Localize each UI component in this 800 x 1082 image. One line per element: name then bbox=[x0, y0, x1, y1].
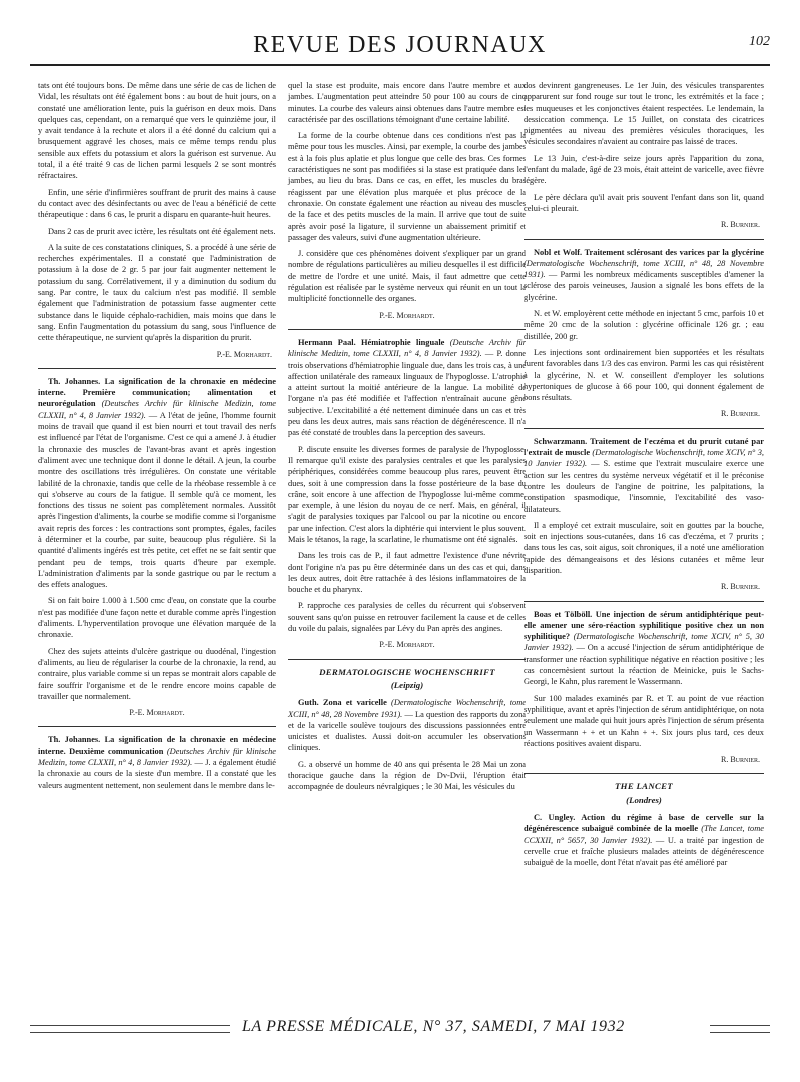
footer-rule-right bbox=[710, 1025, 770, 1033]
paragraph: Il a employé cet extrait musculaire, soit en gouttes par la bouche, soit en injections sous-cutanées, dans 16 cas d'eczéma, et 7 prurits ; dans tous les cas, soit aigus, soit chroniques, il a noté une amélioration rapide des démangeaisons et des lésions cutanées et même leur disparition. bbox=[524, 520, 764, 575]
paragraph: N. et W. employèrent cette méthode en injectant 5 cmc, parfois 10 et même 20 cmc de la solution : glycérine officinale 126 gr. ; eau distillée, 200 gr. bbox=[524, 309, 764, 341]
author-signature: R. Burnier. bbox=[720, 582, 760, 592]
article-intro bbox=[38, 376, 276, 591]
paragraph: Enfin, une série d'infirmières souffrant de prurit des mains à cause du contact avec des désinfectants ou avec de l'eau a bénéficié de cette thérapeutique : dans 6 cas, le prurit a disparu en quarante-huit heures. bbox=[38, 187, 276, 220]
paragraph: P. rapproche ces paralysies de celles du récurrent qui s'observent souvent sans qu'on puisse en retrouver facilement la cause et de celles du voile du palais, signalées par Lévy du Pan après des angines. bbox=[288, 601, 526, 634]
article-title: Guth. Zona et varicelle bbox=[298, 698, 387, 708]
article-reference: (Deutsches Archiv für klinische Medizin, tome CLXXII, n° 4, 8 Janvier 1932). bbox=[38, 746, 276, 768]
article-reference: (Deutsche Archiv für klinische Medizin, tome CLXXII, n° 4, 8 Janvier 1932). bbox=[288, 337, 527, 359]
article-title: Hermann Paal. Hémiatrophie linguale bbox=[298, 337, 445, 347]
article-text: — La question des rapports du zona et de la varicelle soulève toujours des discussions passionnées entre unicistes et dualistes. Aussi doit-on accumuler les observations cliniques. bbox=[288, 709, 526, 753]
footer-publication: LA PRESSE MÉDICALE, N° 37, SAMEDI, 7 MAI 1932 bbox=[242, 1018, 625, 1035]
paragraph: quel la stase est produite, mais encore dans l'autre membre et aux jambes. L'augmentation peut atteindre 50 pour 100 au cours de cinq minutes. La courbe des valeurs ainsi obtenues dans l'autre membre est caractérisée par des oscillations témoignant d'une certaine labilité. bbox=[288, 81, 526, 124]
paragraph: A la suite de ces constatations cliniques, S. a procédé à une série de recherches expérimentales. Il a constaté que l'administration de potassium à la dose de 2 gr. 5 par jour fait augmenter nettement le potassium du sang. Corrélativement, il y a diminution du sodium du sang. Par contre, le taux du calcium n'est pas modifié. Il semble également que l'administration de potassium fasse augmenter cette substance dans le liquide céphalo-rachidien, mais moins que dans le sang. Enfin l'augmentation du potassium du sang, sous l'influence de cette thérapeutique, ne survient qu'après la disparition du prurit. bbox=[38, 242, 276, 343]
article-intro bbox=[524, 247, 764, 303]
article-intro bbox=[38, 734, 276, 790]
article-intro bbox=[524, 812, 764, 868]
paragraph: Dans les trois cas de P., il faut admettre l'existence d'une névrite dont l'origine n'a pas pu être déterminée dans un des cas et qui, dans les deux autres, doit être rattachée à des lésions inflammatoires de la bouche et du pharynx. bbox=[288, 551, 526, 595]
divider bbox=[524, 773, 764, 774]
article-title: Th. Johannes. La signification de la chronaxie en médecine interne. Deuxième communication bbox=[38, 735, 276, 756]
paragraph: Le 13 Juin, c'est-à-dire seize jours après l'apparition du zona, l'enfant du malade, âgé de 23 mois, était atteint de varicelle, avec fièvre légère. bbox=[524, 153, 764, 186]
paragraph: J. considère que ces phénomènes doivent s'expliquer par un grand nombre de régulations particulières au milieu desquelles il est difficile de mettre de l'ordre et une unité. Mais, il faut admettre que cette régulation est réalisée par le système nerveux qui réunit en un tout la multiplicité fonctionnelle des organes. bbox=[288, 249, 526, 304]
journal-heading: THE LANCET bbox=[615, 781, 673, 792]
paragraph: dos devinrent gangreneuses. Le 1er Juin, des vésicules transparentes apparurent sur fond rouge sur tout le tronc, les extrémités et la face ; les muqueuses et les conjonctives étaient respectées. Le lendemain, la dessiccation commença. Le 15 Juillet, on constata des cicatrices pigmentées au niveau des premières vésicules thoraciques, les vésicules secondaires n'avaient au contraire pas laissé de traces. bbox=[524, 81, 764, 147]
journal-city: (Londres) bbox=[626, 794, 662, 805]
article-title: C. Ungley. Action du régime à base de cervelle sur la dégénérescence subaiguë combinée de la moelle bbox=[524, 813, 764, 834]
article-text: — A l'état de jeûne, l'homme fournit moins de travail que quand il est bien nourri et tout travail des nerfs est influencé par l'état de l'organisme. C'est ce qui a amené J. à étudier la chronaxie des muscles de l'avant-bras avant et après ingestion d'aliment avec une technique dont il donne le détail. A jeun, la courbe montre des oscillations très irrégulières. On constate une véritable labilité de la chronaxie, tandis que celle de la rhéobase ressemble à ce qui s'observe au cours de la fatigue. Il semble qu'à ce moment, les fonctions des tissus ne soient pas complètement normales. Aussitôt après l'ingestion d'aliments, la courbe se modifie comme si l'organisme avait repris des forces : les contractions sont promptes, égales, faciles à déterminer et la courbe, par suite, beaucoup plus régulière. Si la quantité d'aliments ingérés est très petite, cet effet ne se fait sentir que pendant peu de temps, trois quarts d'heure par exemple. L'administration d'aliments par la sonde gastrique ou par le rectum a des effets analogues. bbox=[38, 410, 276, 590]
article-text: — J. a également étudié la chronaxie au cours de la sieste d'un membre. Il a constaté que les valeurs augmentent nettement, non seulement dans le membre dans le- bbox=[38, 758, 277, 790]
article-reference: (Dermatologische Wochenschrift, tome XCIV, n° 5, 30 Janvier 1932). bbox=[524, 632, 765, 653]
author-signature: P.-E. Morhardt. bbox=[379, 310, 435, 320]
article-text: — Parmi les nombreux médicaments susceptibles d'amener la sclérose des parois veineuses, Jausion a signalé les bons effets de la glycérine. bbox=[524, 270, 765, 302]
column-2 bbox=[288, 80, 526, 798]
divider bbox=[524, 601, 764, 602]
paragraph: Sur 100 malades examinés par R. et T. au point de vue réaction syphilitique, avant et après l'injection de sérum antidiphtérique, on nota seulement une malade qui huit jours après l'injection de sérum présenta un Wassermann + + et un Kahn + +. Six jours plus tard, ces deux réactions positives avaient disparu. bbox=[524, 693, 764, 748]
article-text: — On a accusé l'injection de sérum antidiphtérique de transformer une réaction syphilitique négative en réaction positive ; les cas concernèsient surtout la réaction de Meinicke, puis le Sachs-Georgi, le Kahn, plus rarement le Wassermann. bbox=[524, 643, 765, 687]
article-text: — P. donne trois observations d'hémiatrophie linguale due, dans les trois cas, à une affection unilatérale des rameaux linguaux de l'hypoglosse. L'atrophie a atteint surtout la moitié antérieure de la langue. La mobilité de l'organe n'a pas été modifiée et l'affection n'entraînait aucune gêne subjective. L'excitabilité a été nettement diminuée dans un cas et très peu dans les deux autres, mais sans réaction de dégénérescence. Il n'a pas été constaté de troubles dans la perception des saveurs. bbox=[288, 349, 527, 438]
article-intro bbox=[288, 337, 526, 439]
article-reference: (Deutsches Archiv für klinische Medizin, tome CLXXII, n° 4, 8 Janvier 1932). bbox=[38, 399, 277, 420]
paragraph: G. a observé un homme de 40 ans qui présenta le 28 Mai un zona thoracique gauche dans la région de Dv-Dvii, l'éruption était accompagnée de douleurs névralgiques ; le 30 Mai, les vésicules du bbox=[288, 759, 526, 792]
page-header bbox=[30, 30, 770, 66]
article-reference: (Dermatologische Wochenschrift, tome XCIII, n° 48, 28 Novembre 1931). bbox=[524, 258, 764, 280]
divider bbox=[288, 659, 526, 660]
journal-heading: DERMATOLOGISCHE WOCHENSCHRIFT bbox=[319, 666, 495, 677]
article-text: — S. estime que l'extrait musculaire exerce une action sur les centres du système nerveux végétatif et il le préconise contre les douleurs de l'angine de poitrine, les palpitations, la constipation spasmodique, l'insomnie, l'excitabilité des vaso-dilatateurs. bbox=[524, 459, 765, 514]
article-text: — U. a traité par ingestion de cervelle crue et fraîche plusieurs malades atteints de dégénérescence subaiguë de la moelle, dont l'état n'avait pas été amélioré par bbox=[524, 835, 765, 868]
journal-city: (Leipzig) bbox=[390, 679, 424, 690]
author-signature: R. Burnier. bbox=[720, 220, 760, 230]
article-reference: (Dermatologische Wochenschrift, tome XCIV, n° 3, 10 Janvier 1932). bbox=[524, 448, 765, 469]
article-title: Boas et Tölböll. Une injection de sérum antidiphtérique peut-elle amener une séro-réaction syphilitique positive chez un non syphilitique? bbox=[524, 609, 764, 642]
footer-rule-left bbox=[30, 1025, 230, 1033]
paragraph: Dans 2 cas de prurit avec ictère, les résultats ont été également nets. bbox=[48, 226, 276, 236]
author-signature: P.-E. Morhardt. bbox=[129, 708, 185, 718]
article-reference: (The Lancet, tome CCXXII, n° 5657, 30 Janvier 1932). bbox=[524, 824, 764, 845]
paragraph: Si on fait boire 1.000 à 1.500 cmc d'eau, on constate que la courbe n'est pas modifiée d'une façon nette et durable comme après l'ingestion d'aliments. L'hyperventilation provoque une élévation marquée de la chronaxie. bbox=[38, 596, 276, 640]
column-3 bbox=[524, 80, 764, 874]
article-intro bbox=[524, 436, 764, 515]
article-intro bbox=[524, 609, 764, 688]
author-signature: P.-E. Morhardt. bbox=[379, 640, 435, 650]
column-1 bbox=[38, 80, 276, 796]
divider bbox=[288, 329, 526, 330]
divider bbox=[524, 239, 764, 240]
paragraph: La forme de la courbe obtenue dans ces conditions n'est pas la même pour tous les muscles. Ainsi, par exemple, la courbe des jambes est à la fois plus aplatie et plus longue que celle des bras. Ces formes caractéristiques ne sont pas modifiées si la stase est pratiquée dans les jambes, au lieu du bras. Dans ce cas, en effet, les muscles du bras réagissent par une élévation plus marquée et plus précoce de la chronaxie. On constate également une réaction au niveau des muscles de la face et des petits muscles de la main. Il arrive que tout de suite après avoir posé la ligature, il survienne un abaissement primitif et passager des valeurs, suivi d'une augmentation ultérieure. bbox=[288, 131, 526, 242]
article-title: Schwarzmann. Traitement de l'eczéma et du prurit cutané par l'extrait de muscle bbox=[524, 436, 764, 458]
divider bbox=[38, 368, 276, 369]
article-reference: (Dermatologische Wochenschrift, tome XCIII, n° 48, 28 Novembre 1931). bbox=[288, 698, 526, 719]
paragraph: Le père déclara qu'il avait pris souvent l'enfant dans son lit, quand celui-ci pleurait. bbox=[524, 192, 764, 213]
article-intro bbox=[288, 697, 526, 753]
article-title: Th. Johannes. La signification de la chronaxie en médecine interne. Première communication; alimentation et neurorégulation bbox=[38, 376, 276, 409]
paragraph: tats ont été toujours bons. De même dans une série de cas de lichen de Vidal, les résultats ont été également bons : au bout de huit jours, on a constaté une amélioration lente, puis la guérison en deux mois. Dans quelques cas, cependant, on a remarqué que vers le quinzième jour, il y avait tendance à la rechute et alors il a été donné du calcium qui a brusquement aggravé les choses, mais ce même temps rendu plus sensible aux effets du potassium et alors la guérison est survenue. Au total, il a été traité 9 cas de lichen parmi lesquels 2 se sont montrés réfractaires. bbox=[38, 81, 276, 181]
author-signature: R. Burnier. bbox=[720, 409, 760, 419]
article-title: Nobl et Wolf. Traitement sclérosant des varices par la glycérine bbox=[534, 247, 764, 257]
author-signature: R. Burnier. bbox=[720, 755, 760, 765]
page-number: 102 bbox=[749, 34, 770, 49]
page-footer bbox=[30, 1018, 770, 1042]
divider bbox=[38, 726, 276, 727]
author-signature: P.-E. Morhardt. bbox=[216, 349, 272, 359]
paragraph: Chez des sujets atteints d'ulcère gastrique ou duodénal, l'ingestion d'aliments, au lieu de régulariser la courbe de la chronaxie, la rend, au contraire, plus variable comme si un repas se montrait alors capable de faire souffrir l'organisme et de le rendre encore moins capable de travailler que normalement. bbox=[38, 646, 276, 701]
paragraph: P. discute ensuite les diverses formes de paralysie de l'hypoglosse. Il remarque qu'il existe des paralysies centrales et que les paralysies périphériques, considérées comme beaucoup plus rares, peuvent être dues, soit à une compression dans la fosse postérieure de la base du crâne, soit encore à une affection de l'hypoglosse lui-même comme, par exemple, à une lésion du noyau de ce nerf. Mais, en général, il s'agit de paralysies toxiques par l'alcool ou par la nicotine ou encore par une infection. C'est alors la diphtérie qui intervient le plus souvent. Mais le tétanos, la rage, la scarlatine, le rhumatisme ont été signalés. bbox=[288, 444, 526, 544]
running-title: REVUE DES JOURNAUX bbox=[253, 32, 547, 58]
paragraph: Les injections sont ordinairement bien supportées et les résultats furent favorables dans 1/3 des cas environ. Parmi les cas qui résistèrent à la glycérine, N. et W. conseillent d'employer les solutions hypertoniques de glucose à 66 pour 100, qui donnent également de bons résultats. bbox=[524, 347, 764, 403]
divider bbox=[524, 428, 764, 429]
